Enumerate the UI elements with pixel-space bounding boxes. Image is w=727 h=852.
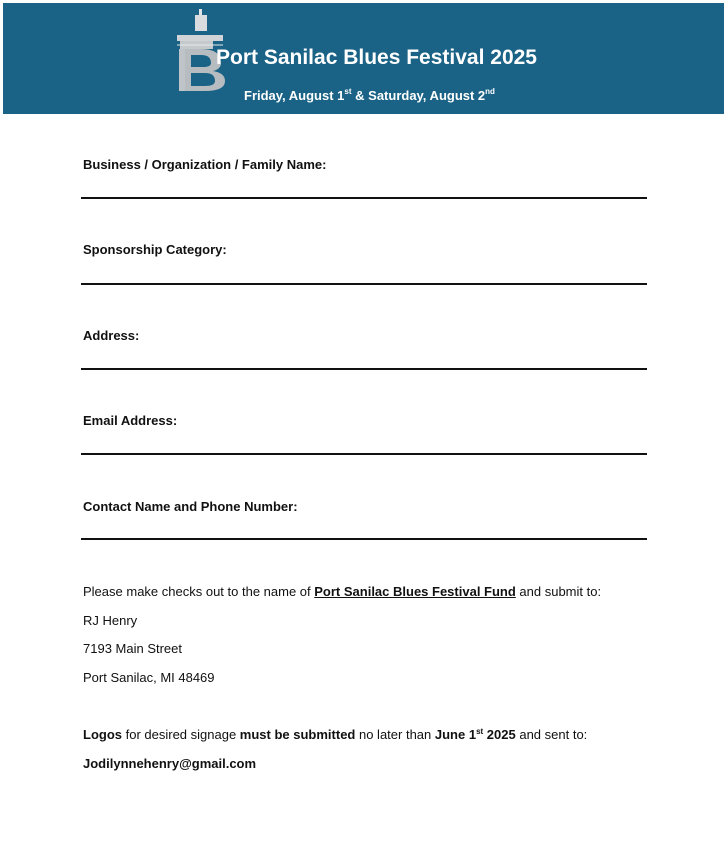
deadline-ordinal: st (476, 727, 484, 736)
contact-email[interactable]: Jodilynnehenry@gmail.com (83, 756, 257, 771)
subtitle-text: & Saturday, August 2 (351, 88, 486, 103)
event-dates (244, 88, 495, 103)
address-line: 7193 Main Street (83, 641, 183, 656)
page-title: Port Sanilac Blues Festival 2025 (216, 46, 537, 69)
subtitle-text: Friday, August 1 (244, 88, 345, 103)
payment-text: Please make checks out to the name of (83, 584, 315, 599)
subtitle-ordinal: st (344, 87, 352, 96)
fill-in-line[interactable] (81, 538, 647, 540)
field-label: Business / Organization / Family Name: (83, 157, 327, 172)
logos-deadline-note (83, 727, 587, 742)
logos-text: for desired signage (122, 727, 240, 742)
fill-in-line[interactable] (81, 283, 647, 285)
fill-in-line[interactable] (81, 453, 647, 455)
field-label: Contact Name and Phone Number: (83, 499, 298, 514)
deadline-year: 2025 (483, 727, 516, 742)
header-banner (3, 3, 724, 114)
logos-text: no later than (355, 727, 435, 742)
logos-text: Logos (83, 727, 122, 742)
logos-text: and sent to: (515, 727, 588, 742)
deadline-date: June 1 (434, 727, 477, 742)
payment-text: and submit to: (515, 584, 602, 599)
address-line: Port Sanilac, MI 48469 (83, 670, 215, 685)
payment-instructions (83, 584, 601, 599)
address-line: RJ Henry (83, 613, 138, 628)
fill-in-line[interactable] (81, 197, 647, 199)
field-label: Address: (83, 328, 140, 343)
fill-in-line[interactable] (81, 368, 647, 370)
field-label: Sponsorship Category: (83, 242, 227, 257)
field-label: Email Address: (83, 413, 178, 428)
logos-text: must be submitted (239, 727, 356, 742)
subtitle-ordinal: nd (485, 87, 495, 96)
fund-name: Port Sanilac Blues Festival Fund (314, 584, 516, 599)
